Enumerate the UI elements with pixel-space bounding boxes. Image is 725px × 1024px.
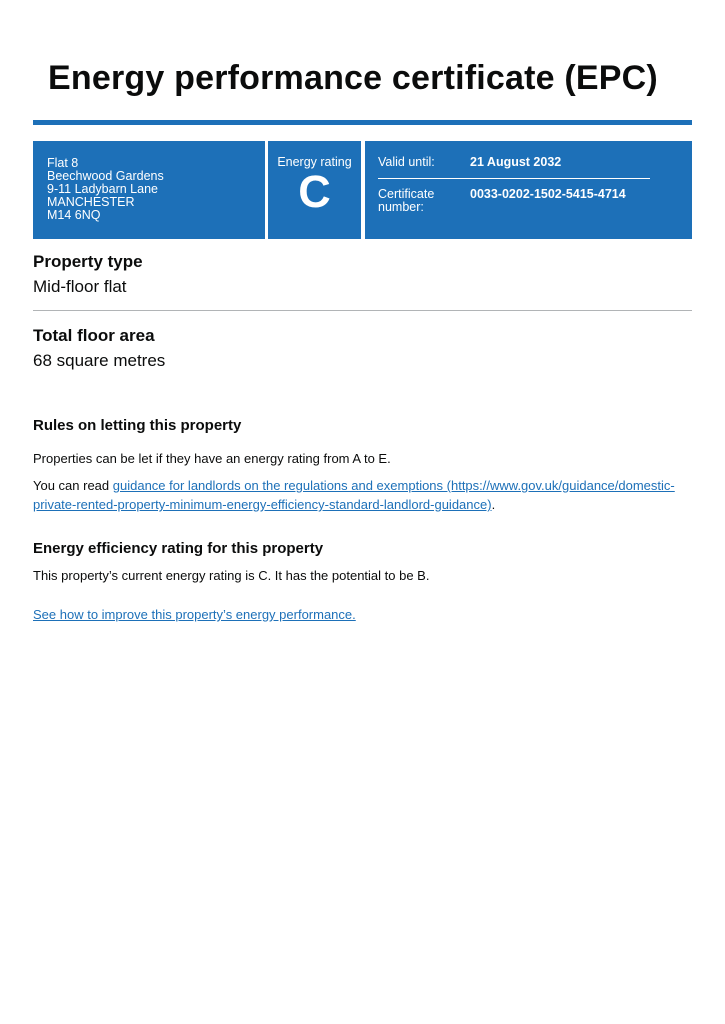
page-title: Energy performance certificate (EPC) <box>48 59 658 97</box>
letting-rules-text: Properties can be let if they have an energy rating from A to E. <box>33 451 391 466</box>
certificate-number-row <box>378 188 678 214</box>
valid-until-row <box>378 156 678 169</box>
certificate-summary-banner <box>33 141 692 239</box>
landlord-guidance-link[interactable]: guidance for landlords on the regulations and exemptions (https://www.gov.uk/guidance/domestic-private-rented-property-minimum-energy-efficiency-standard-landlord-guidance) <box>33 478 675 512</box>
address-line-3: 9-11 Ladybarn Lane <box>47 182 158 196</box>
letting-guidance-suffix: . <box>491 497 496 512</box>
address-line-2: Beechwood Gardens <box>47 169 164 183</box>
energy-rating-panel <box>268 141 361 239</box>
improve-performance-link[interactable]: See how to improve this property’s energy performance. <box>33 607 356 622</box>
address-line-1: Flat 8 <box>47 156 79 170</box>
address-line-4: MANCHESTER <box>47 195 135 209</box>
efficiency-section-heading: Energy efficiency rating for this property <box>33 540 324 557</box>
property-type-heading: Property type <box>33 252 143 271</box>
energy-rating-label: Energy rating <box>277 155 352 169</box>
validity-divider <box>378 178 650 179</box>
section-divider <box>33 310 692 311</box>
energy-rating-value: C <box>298 166 331 217</box>
property-type-value: Mid-floor flat <box>33 277 127 296</box>
letting-guidance-paragraph <box>33 476 692 514</box>
page-content <box>33 55 692 624</box>
address-line-5: M14 6NQ <box>47 208 101 222</box>
certificate-number-value: 0033-0202-1502-5415-4714 <box>470 187 626 201</box>
validity-panel <box>365 141 692 239</box>
improve-performance-paragraph <box>33 605 692 624</box>
current-rating-text: This property’s current energy rating is C. It has the potential to be B. <box>33 568 430 583</box>
total-floor-area-heading: Total floor area <box>33 326 155 345</box>
letting-guidance-prefix: You can read <box>33 478 113 493</box>
rules-section-heading: Rules on letting this property <box>33 417 242 434</box>
property-address <box>33 141 265 239</box>
title-rule <box>33 120 692 125</box>
valid-until-label: Valid until: <box>378 155 435 169</box>
valid-until-value: 21 August 2032 <box>470 155 562 169</box>
total-floor-area-value: 68 square metres <box>33 351 166 370</box>
certificate-number-label: Certificate number: <box>378 187 435 214</box>
